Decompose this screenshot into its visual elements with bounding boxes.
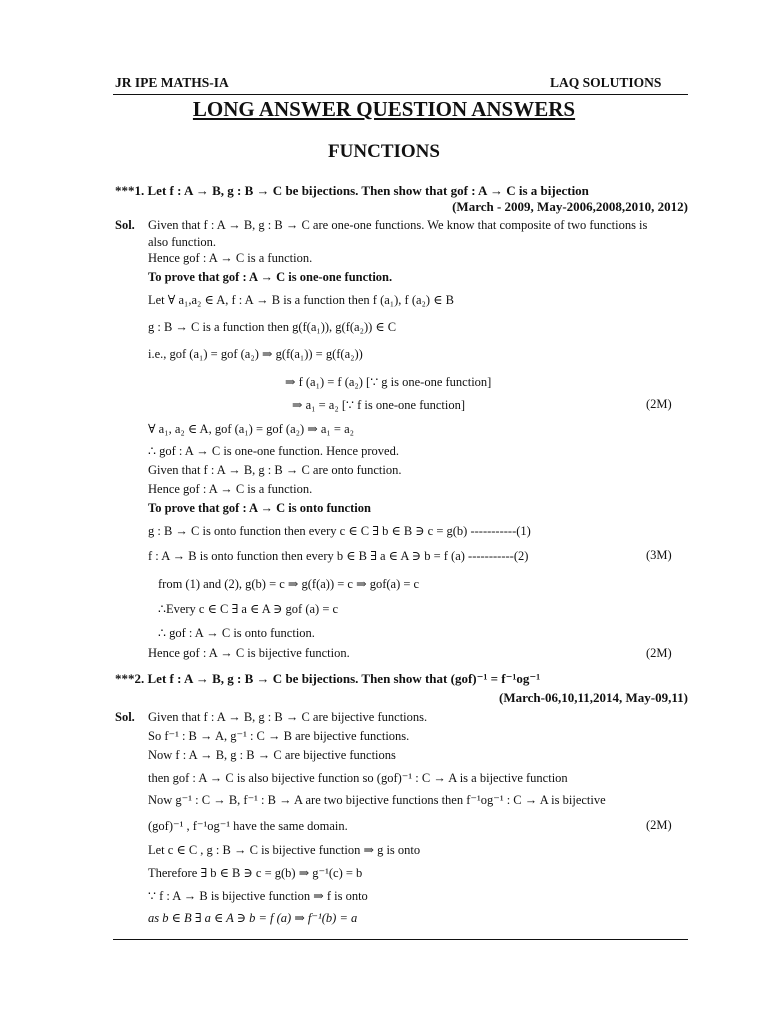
sol1-line: Given that f : A → B, g : B → C are onto function. bbox=[148, 463, 402, 477]
marks-label: (2M) bbox=[646, 818, 672, 832]
sol1-subheading: To prove that gof : A → C is onto function bbox=[148, 501, 371, 515]
sol1-line: Given that f : A → B, g : B → C are one-one functions. We know that composite of two functions is bbox=[148, 218, 648, 232]
header-left: JR IPE MATHS-IA bbox=[115, 75, 229, 90]
question-2-reference: (March-06,10,11,2014, May-09,11) bbox=[499, 690, 688, 705]
sol1-line: from (1) and (2), g(b) = c ⇒ g(f(a)) = c ⇒ gof(a) = c bbox=[158, 577, 420, 591]
header-right: LAQ SOLUTIONS bbox=[550, 75, 662, 90]
page-title: LONG ANSWER QUESTION ANSWERS bbox=[192, 97, 576, 121]
question-1: ***1. Let f : A → B, g : B → C be bijections. Then show that gof : A → C is a bijection bbox=[115, 183, 589, 198]
sol1-line: g : B → C is onto function then every c ∈ C ∃ b ∈ B ∋ c = g(b) -----------(1) bbox=[148, 524, 531, 538]
sol1-line: ∴ gof : A → C is one-one function. Hence proved. bbox=[148, 444, 399, 458]
question-1-reference: (March - 2009, May-2006,2008,2010, 2012) bbox=[452, 199, 688, 214]
sol2-line: Now f : A → B, g : B → C are bijective functions bbox=[148, 748, 396, 762]
sol1-line: g : B → C is a function then g(f(a₁)), g(f(a₂)) ∈ C bbox=[148, 320, 397, 334]
sol1-line: Hence gof : A → C is a function. bbox=[148, 251, 313, 265]
sol1-line: ∀ a₁, a₂ ∈ A, gof (a₁) = gof (a₂) ⇒ a₁ = a₂ bbox=[148, 422, 354, 436]
section-title: FUNCTIONS bbox=[328, 141, 440, 162]
sol1-line: also function. bbox=[148, 235, 217, 249]
sol1-line: Hence gof : A → C is bijective function. bbox=[148, 646, 350, 660]
footer-rule bbox=[113, 939, 688, 940]
solution-2-label: Sol. bbox=[115, 710, 135, 724]
sol2-line: as b ∈ B ∃ a ∈ A ∋ b = f (a) ⇒ f⁻¹(b) = a bbox=[148, 911, 358, 925]
sol1-line: Hence gof : A → C is a function. bbox=[148, 482, 313, 496]
sol2-line: Now g⁻¹ : C → B, f⁻¹ : B → A are two bijective functions then f⁻¹og⁻¹ : C → A is bijective bbox=[148, 793, 606, 807]
sol2-line: ∵ f : A → B is bijective function ⇒ f is onto bbox=[148, 889, 368, 903]
sol2-line: Therefore ∃ b ∈ B ∋ c = g(b) ⇒ g⁻¹(c) = b bbox=[148, 866, 363, 880]
marks-label: (3M) bbox=[646, 548, 672, 562]
sol1-line: i.e., gof (a₁) = gof (a₂) ⇒ g(f(a₁)) = g(f(a₂)) bbox=[148, 347, 363, 361]
sol1-line: ∴ gof : A → C is onto function. bbox=[158, 626, 315, 640]
sol2-line: So f⁻¹ : B → A, g⁻¹ : C → B are bijective functions. bbox=[148, 729, 410, 743]
marks-label: (2M) bbox=[646, 397, 672, 411]
sol1-line: f : A → B is onto function then every b ∈ B ∃ a ∈ A ∋ b = f (a) -----------(2) bbox=[148, 549, 529, 563]
sol1-line: ∴Every c ∈ C ∃ a ∈ A ∋ gof (a) = c bbox=[158, 602, 339, 616]
sol1-subheading: To prove that gof : A → C is one-one function. bbox=[148, 270, 393, 284]
sol2-line: (gof)⁻¹ , f⁻¹og⁻¹ have the same domain. bbox=[148, 819, 348, 833]
sol1-line: Let ∀ a₁,a₂ ∈ A, f : A → B is a function then f (a₁), f (a₂) ∈ B bbox=[148, 293, 454, 307]
sol1-line: ⇒ f (a₁) = f (a₂) [∵ g is one-one function] bbox=[285, 375, 492, 389]
sol2-line: then gof : A → C is also bijective function so (gof)⁻¹ : C → A is a bijective function bbox=[148, 771, 568, 785]
sol1-line: ⇒ a₁ = a₂ [∵ f is one-one function] bbox=[292, 398, 466, 412]
solution-1-label: Sol. bbox=[115, 218, 135, 232]
header-rule bbox=[113, 94, 688, 95]
sol2-line: Given that f : A → B, g : B → C are bijective functions. bbox=[148, 710, 428, 724]
question-2: ***2. Let f : A → B, g : B → C be bijections. Then show that (gof)⁻¹ = f⁻¹og⁻¹ bbox=[115, 671, 541, 686]
marks-label: (2M) bbox=[646, 646, 672, 660]
sol2-line: Let c ∈ C , g : B → C is bijective function ⇒ g is onto bbox=[148, 843, 421, 857]
